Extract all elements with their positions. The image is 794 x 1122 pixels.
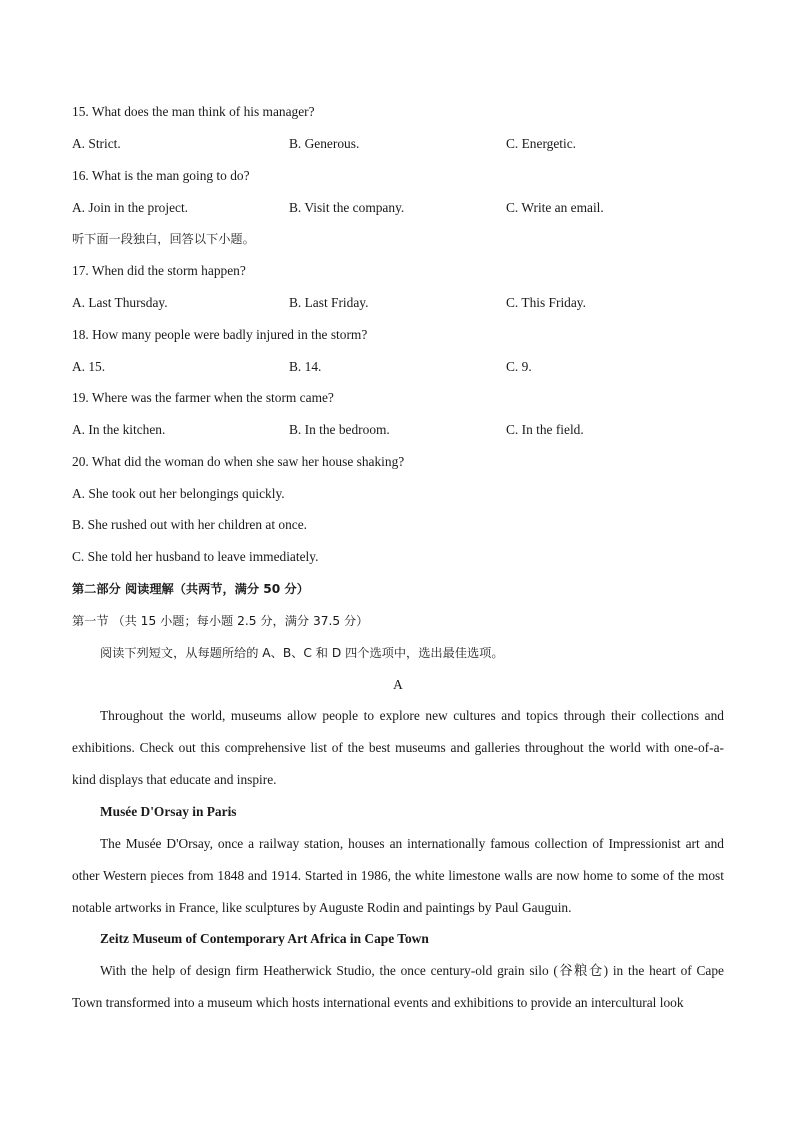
- passage-intro: Throughout the world, museums allow people to explore new cultures and topics through their collections and exhibitions. Check out this comprehensive list of the best museums and galleries throughout the world with one-of-a-kind displays that educate and inspire.: [72, 708, 724, 787]
- passage-paragraph-zeitz: With the help of design firm Heatherwick Studio, the once century-old grain silo (谷粮仓) in the heart of Cape Town transformed into a museum which hosts international events and exhibitions to provide an intercultural look: [72, 963, 724, 1010]
- option-b: B. Last Friday.: [289, 295, 369, 310]
- question-19-stem: 19. Where was the farmer when the storm came?: [72, 390, 334, 405]
- part2-section1: 第一节 （共 15 小题；每小题 2.5 分，满分 37.5 分）: [72, 614, 369, 628]
- question-19-options: [72, 422, 724, 438]
- monologue-instruction: 听下面一段独白，回答以下小题。: [72, 232, 255, 246]
- option-b: B. In the bedroom.: [289, 422, 390, 437]
- option-c: C. 9.: [506, 359, 532, 374]
- part2-instruction: 阅读下列短文，从每题所给的 A、B、C 和 D 四个选项中，选出最佳选项。: [100, 646, 504, 660]
- question-20-option-a: A. She took out her belongings quickly.: [72, 486, 285, 501]
- question-17-options: [72, 295, 724, 311]
- question-20-stem: 20. What did the woman do when she saw her house shaking?: [72, 454, 405, 469]
- option-a: A. In the kitchen.: [72, 422, 166, 437]
- question-18-options: [72, 359, 724, 375]
- question-20-option-b: B. She rushed out with her children at once.: [72, 517, 308, 532]
- option-c: C. Energetic.: [506, 136, 577, 151]
- passage-paragraph-orsay: The Musée D'Orsay, once a railway station, houses an internationally famous collection of Impressionist art and other Western pieces from 1848 and 1914. Started in 1986, the white limestone walls are now home to some of the most notable artworks in France, like sculptures by Auguste Rodin and paintings by Paul Gauguin.: [72, 836, 724, 915]
- question-16-stem: 16. What is the man going to do?: [72, 168, 250, 183]
- part2-title: 第二部分 阅读理解（共两节，满分 50 分）: [72, 582, 309, 596]
- option-c: C. This Friday.: [506, 295, 586, 310]
- option-b: B. Visit the company.: [289, 200, 405, 215]
- option-c: C. Write an email.: [506, 200, 604, 215]
- option-c: C. In the field.: [506, 422, 584, 437]
- option-a: A. Strict.: [72, 136, 121, 151]
- passage-heading-zeitz: Zeitz Museum of Contemporary Art Africa in Cape Town: [100, 931, 429, 946]
- question-16-options: [72, 200, 724, 216]
- question-20-option-c: C. She told her husband to leave immediately.: [72, 549, 319, 564]
- passage-label: A: [393, 677, 403, 692]
- question-15-stem: 15. What does the man think of his manager?: [72, 104, 315, 119]
- question-15-options: [72, 136, 724, 152]
- option-a: A. Join in the project.: [72, 200, 189, 215]
- question-17-stem: 17. When did the storm happen?: [72, 263, 246, 278]
- option-b: B. 14.: [289, 359, 322, 374]
- passage-heading-orsay: Musée D'Orsay in Paris: [100, 804, 237, 819]
- option-a: A. Last Thursday.: [72, 295, 168, 310]
- question-18-stem: 18. How many people were badly injured in the storm?: [72, 327, 368, 342]
- option-b: B. Generous.: [289, 136, 360, 151]
- option-a: A. 15.: [72, 359, 106, 374]
